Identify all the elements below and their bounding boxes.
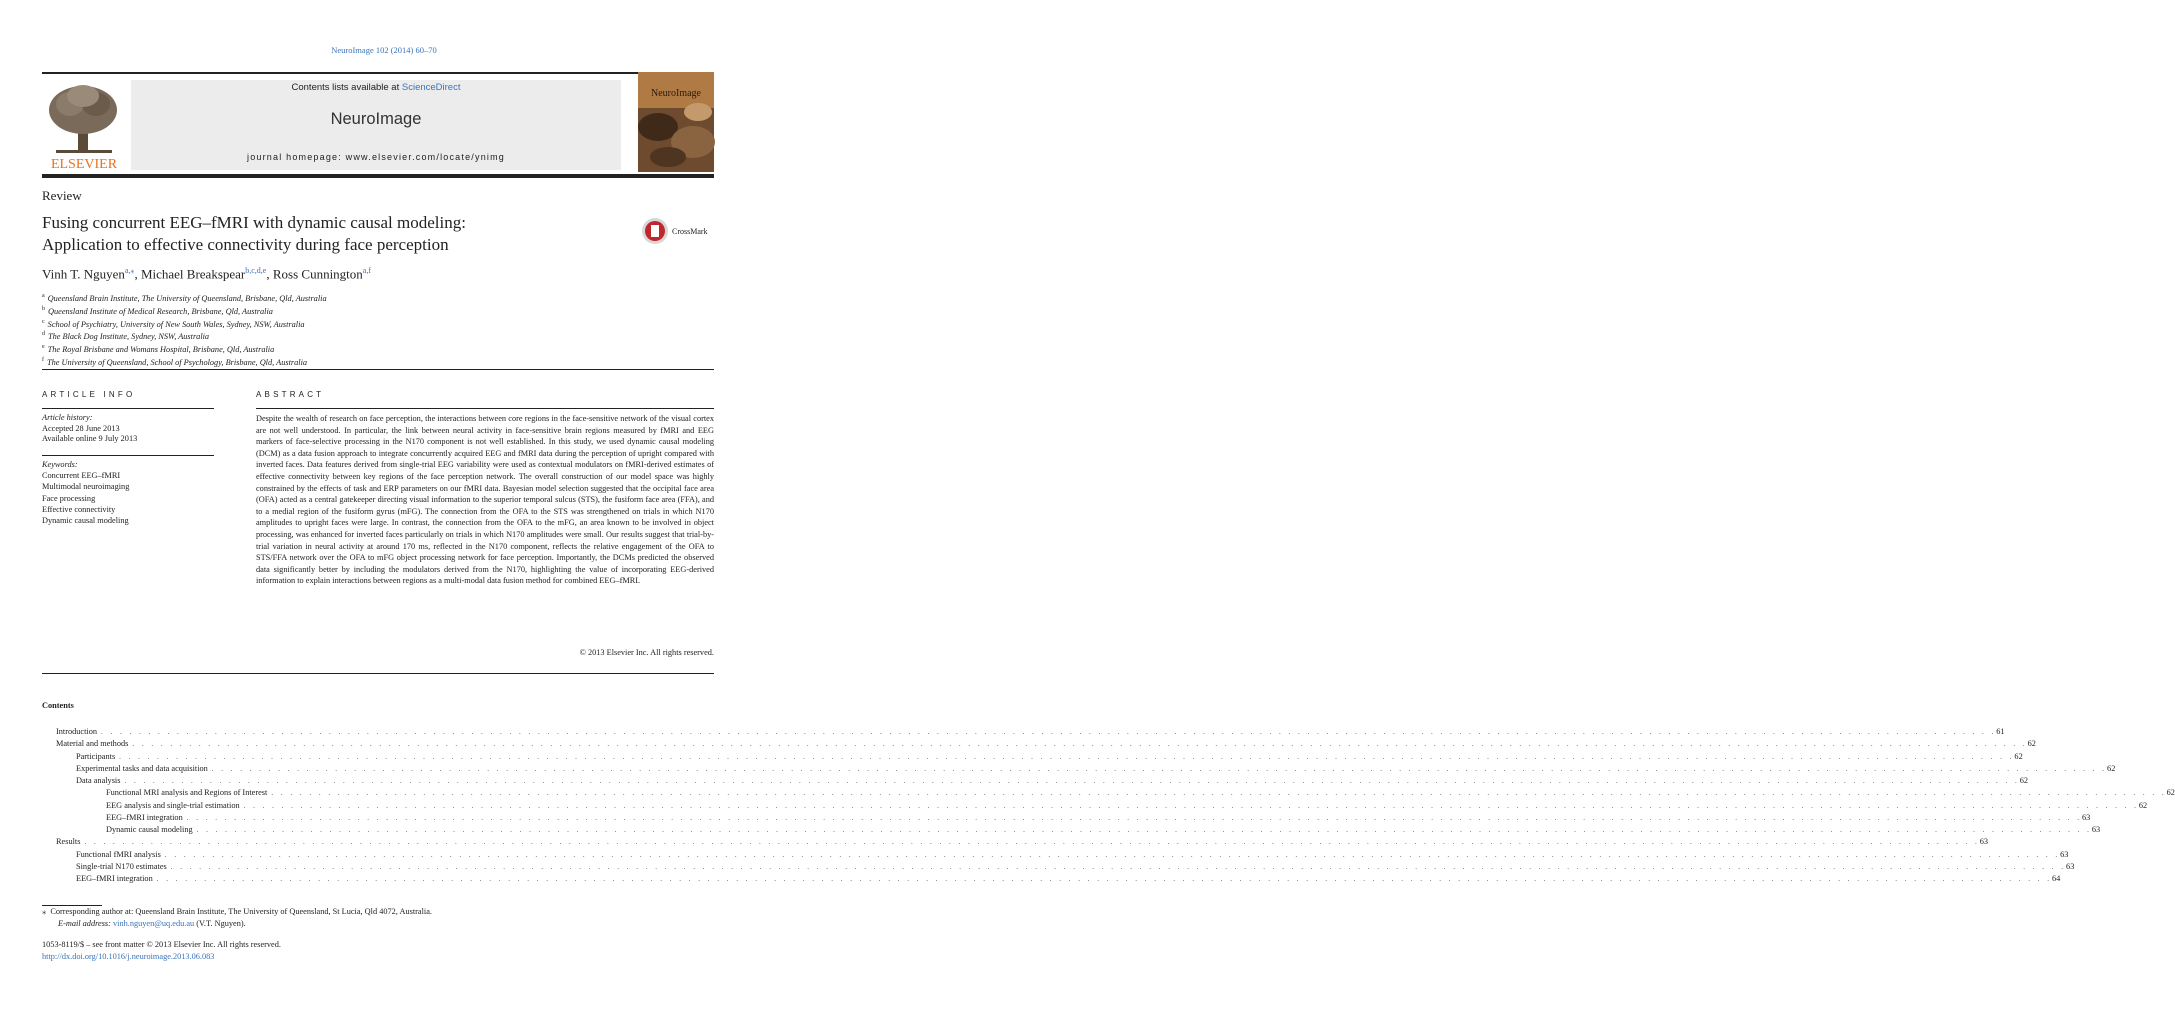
toc-leader-dots: . . . . . . . . . . . . . . . . . . . . . . . . . . . . . . . . . . . . . . . . . . . . . . . . . . . . . . . . . . . . . . . . . . . . . . . . . . . . . . . . . . . . . . . . . . . . . . . . . . . . . . . . . . . . . . . . . . . . . . . . . . . . . . . . . . . . . . . . . . . . . . . . . . . . . . . . . . . . . . . . . . . . . . . . . . . . . . . . . . . . . . . . . . . . . . . . . . . . . . . . — [211, 764, 2108, 773]
article-history — [42, 413, 137, 445]
toc-entry-page: 63 — [2081, 812, 2091, 822]
journal-homepage[interactable]: journal homepage: www.elsevier.com/locate/ynimg — [247, 152, 505, 162]
toc-entry-label: Material and methods — [56, 739, 129, 749]
toc-leader-dots: . . . . . . . . . . . . . . . . . . . . . . . . . . . . . . . . . . . . . . . . . . . . . . . . . . . . . . . . . . . . . . . . . . . . . . . . . . . . . . . . . . . . . . . . . . . . . . . . . . . . . . . . . . . . . . . . . . . . . . . . . . . . . . . . . . . . . . . . . . . . . . . . . . . . . . . . . . . . . . . . . . . . . . . . . . . . . . . . . . . . . . . . . . . . . . . . . . . . . . . . — [170, 862, 2067, 871]
keywords-label: Keywords: — [42, 460, 78, 469]
keyword: Dynamic causal modeling — [42, 516, 129, 526]
toc-entry-page: 62 — [2019, 776, 2029, 785]
keyword: Effective connectivity — [42, 504, 116, 514]
toc-entry[interactable] — [42, 776, 2029, 788]
header-bottom-rule — [42, 174, 714, 178]
toc-entry-label: Experimental tasks and data acquisition — [76, 763, 208, 773]
article-title — [42, 212, 602, 256]
affiliation-text: The Royal Brisbane and Womans Hospital, Brisbane, Qld, Australia — [47, 344, 275, 354]
affiliation-text: School of Psychiatry, University of New South Wales, Sydney, NSW, Australia — [47, 319, 305, 329]
affiliation-mark: e — [42, 344, 45, 351]
toc-entry-page: 62 — [2138, 800, 2148, 810]
affiliation-mark: a — [42, 293, 45, 299]
keyword: Multimodal neuroimaging — [42, 482, 130, 492]
author-list — [42, 266, 371, 282]
toc-leader-dots: . . . . . . . . . . . . . . . . . . . . . . . . . . . . . . . . . . . . . . . . . . . . . . . . . . . . . . . . . . . . . . . . . . . . . . . . . . . . . . . . . . . . . . . . . . . . . . . . . . . . . . . . . . . . . . . . . . . . . . . . . . . . . . . . . . . . . . . . . . . . . . . . . . . . . . . . . . . . . . . . . . . . . . . . . . . . . . . . . . . . . . . . . . . . . . . . . . . . . . . . — [101, 728, 1997, 736]
toc-entry[interactable] — [42, 788, 2175, 800]
author-name: Vinh T. Nguyen — [42, 266, 125, 282]
toc-entry[interactable] — [42, 849, 2069, 862]
affiliation-line — [42, 317, 327, 330]
keyword: Concurrent EEG–fMRI — [42, 471, 121, 481]
abstract-text: Despite the wealth of research on face perception, the interactions between core regions in the face-sensitive network of the visual cortex are not well understood. In particular, the link between neural activity in face-sensitive brain regions measured by fMRI and EEG markers of face-selective processing in the N170 component is not well established. In this study, we used dynamic causal modeling (DCM) as a data fusion approach to integrate concurrently acquired EEG and fMRI data during the perception of upright compared with inverted faces. Data features derived from single-trial EEG variability were used as contextual modulators on fMRI-derived estimates of effective connectivity between key regions of the face perception network. The overall construction of our model space was highly constrained by the effects of task and ERP parameters on our fMRI data. Bayesian model selection suggested that the occipital face area (OFA) acted as a central gatekeeper directing visual information to the superior temporal sulcus (STS), the fusiform face area (FFA), and to a medial region of the fusiform gyrus (mFG). The connection from the OFA to the STS was strengthened on trials in which N170 amplitudes to upright faces were large. In contrast, the connection from the OFA to the mFG, an area known to be involved in object processing, was enhanced for inverted faces particularly on trials in which N170 amplitudes were small. Our results suggest that trial-by-trial variation in neural activity at around 170 ms, reflected in the N170 component, reflects the relative engagement of the OFA to STS/FFA network over the OFA to mFG object processing network for face perception. Importantly, the DCMs predicted the observed data significantly better by including the modulators derived from the N170, highlighting the value of incorporating EEG-derived information to explain interactions between regions as a multi-modal data fusion method for combined EEG–fMRI. — [256, 414, 714, 586]
toc-entry-page: 62 — [2027, 739, 2036, 749]
toc-entry-label: EEG–fMRI integration — [76, 874, 153, 883]
issn-line: 1053-8119/$ – see front matter © 2013 Elsevier Inc. All rights reserved. — [42, 940, 281, 949]
toc-entry-label: Participants — [76, 751, 116, 761]
toc-entry-page: 63 — [2060, 849, 2069, 859]
affiliation-text: The Black Dog Institute, Sydney, NSW, Australia — [48, 332, 210, 342]
toc-entry[interactable] — [42, 825, 2101, 837]
toc-leader-dots: . . . . . . . . . . . . . . . . . . . . . . . . . . . . . . . . . . . . . . . . . . . . . . . . . . . . . . . . . . . . . . . . . . . . . . . . . . . . . . . . . . . . . . . . . . . . . . . . . . . . . . . . . . . . . . . . . . . . . . . . . . . . . . . . . . . . . . . . . . . . . . . . . . . . . . . . . . . . . . . . . . . . . . . . . . . . . . . . . . . . . . . . . . . . . . . . . . . . . . . . — [132, 740, 2028, 749]
email-label: E-mail address: — [58, 918, 111, 928]
issn-block — [42, 939, 281, 962]
toc-entry-label: Functional fMRI analysis — [76, 849, 161, 859]
toc-leader-dots: . . . . . . . . . . . . . . . . . . . . . . . . . . . . . . . . . . . . . . . . . . . . . . . . . . . . . . . . . . . . . . . . . . . . . . . . . . . . . . . . . . . . . . . . . . . . . . . . . . . . . . . . . . . . . . . . . . . . . . . . . . . . . . . . . . . . . . . . . . . . . . . . . . . . . . . . . . . . . . . . . . . . . . . . . . . . . . . . . . . . . . . . . . . . . . . . . . . . . . . . — [164, 850, 2061, 859]
toc-entry[interactable] — [42, 739, 2036, 751]
corresponding-text: Corresponding author at: Queensland Brain Institute, The University of Queensland, St Lucia, Qld 4072, Australia. — [50, 907, 432, 916]
toc-entry-page: 63 — [1979, 837, 1988, 847]
article-info-heading: ARTICLE INFO — [42, 390, 136, 399]
affiliations — [42, 291, 327, 368]
toc-entry-page: 62 — [2107, 763, 2116, 773]
toc-entry[interactable] — [42, 763, 2116, 776]
affiliation-line — [42, 355, 327, 368]
toc-leader-dots: . . . . . . . . . . . . . . . . . . . . . . . . . . . . . . . . . . . . . . . . . . . . . . . . . . . . . . . . . . . . . . . . . . . . . . . . . . . . . . . . . . . . . . . . . . . . . . . . . . . . . . . . . . . . . . . . . . . . . . . . . . . . . . . . . . . . . . . . . . . . . . . . . . . . . . . . . . . . . . . . . . . . . . . . . . . . . . . . . . . . . . . . . . . . . . . . . . . . . . . . — [271, 789, 2167, 798]
author-affiliation-mark[interactable]: a,⁎ — [124, 266, 135, 275]
header-top-rule — [42, 72, 714, 74]
author-name: Michael Breakspear — [140, 266, 246, 282]
affiliation-text: Queensland Brain Institute, The University of Queensland, Brisbane, Qld, Australia — [47, 293, 327, 303]
toc-entry-page: 62 — [2014, 751, 2023, 761]
email-suffix: (V.T. Nguyen). — [194, 918, 246, 928]
toc-entry[interactable] — [42, 812, 2091, 825]
keywords-block — [42, 459, 129, 526]
toc-entry-label: Functional MRI analysis and Regions of Interest — [106, 788, 268, 798]
toc-leader-dots: . . . . . . . . . . . . . . . . . . . . . . . . . . . . . . . . . . . . . . . . . . . . . . . . . . . . . . . . . . . . . . . . . . . . . . . . . . . . . . . . . . . . . . . . . . . . . . . . . . . . . . . . . . . . . . . . . . . . . . . . . . . . . . . . . . . . . . . . . . . . . . . . . . . . . . . . . . . . . . . . . . . . . . . . . . . . . . . . . . . . . . . . . . . . . . . . . . . . . . . . — [84, 838, 1980, 847]
affiliation-line — [42, 329, 327, 342]
toc-entry-label: EEG analysis and single-trial estimation — [106, 800, 240, 810]
affiliation-mark: f — [42, 356, 44, 363]
author-name: Ross Cunnington — [272, 266, 363, 282]
title-line-2: Application to effective connectivity during face perception — [42, 235, 449, 254]
toc-entry-label: Results — [56, 837, 81, 847]
toc-leader-dots: . . . . . . . . . . . . . . . . . . . . . . . . . . . . . . . . . . . . . . . . . . . . . . . . . . . . . . . . . . . . . . . . . . . . . . . . . . . . . . . . . . . . . . . . . . . . . . . . . . . . . . . . . . . . . . . . . . . . . . . . . . . . . . . . . . . . . . . . . . . . . . . . . . . . . . . . . . . . . . . . . . . . . . . . . . . . . . . . . . . . . . . . . . . . . . . . . . . . . . . . — [124, 777, 2020, 785]
toc-entry-label: Introduction — [56, 727, 98, 736]
article-type: Review — [42, 188, 82, 203]
contents-available-line — [131, 82, 621, 93]
toc-leader-dots: . . . . . . . . . . . . . . . . . . . . . . . . . . . . . . . . . . . . . . . . . . . . . . . . . . . . . . . . . . . . . . . . . . . . . . . . . . . . . . . . . . . . . . . . . . . . . . . . . . . . . . . . . . . . . . . . . . . . . . . . . . . . . . . . . . . . . . . . . . . . . . . . . . . . . . . . . . . . . . . . . . . . . . . . . . . . . . . . . . . . . . . . . . . . . . . . . . . . . . . . — [186, 813, 2082, 822]
toc-entry[interactable] — [42, 727, 2005, 739]
toc-entry-label: Single-trial N170 estimates — [76, 861, 167, 871]
toc-entry[interactable] — [42, 800, 2148, 813]
affiliation-text: Queensland Institute of Medical Research, Brisbane, Qld, Australia — [48, 306, 273, 316]
affiliation-mark: c — [42, 318, 45, 325]
abstract-heading: ABSTRACT — [256, 390, 325, 399]
title-line-1: Fusing concurrent EEG–fMRI with dynamic causal modeling: — [42, 213, 466, 232]
keywords-rule — [42, 455, 214, 456]
toc-entry-page: 64 — [2051, 874, 2061, 883]
accepted-date: Accepted 28 June 2013 — [42, 423, 120, 433]
toc-leader-dots: . . . . . . . . . . . . . . . . . . . . . . . . . . . . . . . . . . . . . . . . . . . . . . . . . . . . . . . . . . . . . . . . . . . . . . . . . . . . . . . . . . . . . . . . . . . . . . . . . . . . . . . . . . . . . . . . . . . . . . . . . . . . . . . . . . . . . . . . . . . . . . . . . . . . . . . . . . . . . . . . . . . . . . . . . . . . . . . . . . . . . . . . . . . . . . . . . . . . . . . . — [119, 752, 2015, 761]
abstract-rule — [256, 408, 714, 409]
cover-title: NeuroImage — [651, 88, 701, 99]
available-date: Available online 9 July 2013 — [42, 434, 138, 443]
contents-prefix: Contents lists available at — [291, 82, 402, 93]
crossmark-label: CrossMark — [672, 227, 708, 236]
affiliation-rule — [42, 369, 714, 370]
contents-rule — [42, 673, 714, 674]
toc-entry[interactable] — [42, 751, 2023, 764]
toc-entry[interactable] — [42, 874, 2061, 886]
abstract-copyright: © 2013 Elsevier Inc. All rights reserved. — [579, 648, 714, 657]
affiliation-mark: d — [42, 331, 45, 338]
email-link[interactable]: vinh.nguyen@uq.edu.au — [113, 918, 195, 928]
corresponding-author-footnote — [42, 906, 432, 929]
affiliation-text: The University of Queensland, School of Psychology, Brisbane, Qld, Australia — [47, 357, 308, 367]
toc-entry-page: 63 — [2091, 825, 2101, 834]
crossmark-badge[interactable] — [640, 216, 730, 246]
history-label: Article history: — [42, 413, 93, 422]
footnote-mark: ⁎ — [42, 907, 47, 916]
toc-entry-label: Data analysis — [76, 776, 121, 785]
toc-entry-page: 61 — [1996, 727, 2005, 736]
keyword: Face processing — [42, 493, 96, 503]
author-affiliation-mark[interactable]: b,c,d,e — [245, 266, 267, 275]
sciencedirect-link[interactable]: ScienceDirect — [401, 82, 461, 93]
author-separator: , — [134, 266, 141, 282]
affiliation-mark: b — [42, 305, 45, 312]
journal-title: NeuroImage — [330, 110, 422, 128]
journal-cover-image — [638, 72, 714, 172]
toc-leader-dots: . . . . . . . . . . . . . . . . . . . . . . . . . . . . . . . . . . . . . . . . . . . . . . . . . . . . . . . . . . . . . . . . . . . . . . . . . . . . . . . . . . . . . . . . . . . . . . . . . . . . . . . . . . . . . . . . . . . . . . . . . . . . . . . . . . . . . . . . . . . . . . . . . . . . . . . . . . . . . . . . . . . . . . . . . . . . . . . . . . . . . . . . . . . . . . . . . . . . . . . . — [243, 801, 2139, 810]
article-info-rule — [42, 408, 214, 409]
journal-header-box — [131, 80, 621, 170]
contents-heading: Contents — [42, 701, 74, 710]
elsevier-logo — [42, 80, 126, 172]
toc-entry-label: EEG–fMRI integration — [106, 812, 183, 822]
author-separator: , — [266, 266, 273, 282]
author-affiliation-mark[interactable]: a,f — [362, 266, 372, 275]
affiliation-line — [42, 291, 327, 304]
toc-leader-dots: . . . . . . . . . . . . . . . . . . . . . . . . . . . . . . . . . . . . . . . . . . . . . . . . . . . . . . . . . . . . . . . . . . . . . . . . . . . . . . . . . . . . . . . . . . . . . . . . . . . . . . . . . . . . . . . . . . . . . . . . . . . . . . . . . . . . . . . . . . . . . . . . . . . . . . . . . . . . . . . . . . . . . . . . . . . . . . . . . . . . . . . . . . . . . . . . . . . . . . . . — [196, 826, 2092, 834]
toc-entry[interactable] — [42, 837, 1988, 849]
doi-link[interactable]: http://dx.doi.org/10.1016/j.neuroimage.2013.06.083 — [42, 951, 215, 961]
toc-entry-label: Dynamic causal modeling — [106, 825, 193, 834]
toc-entry[interactable] — [42, 861, 2075, 874]
publisher-logo-text: ELSEVIER — [50, 157, 118, 172]
elsevier-tree-icon — [42, 80, 126, 172]
toc-entry-page: 63 — [2066, 861, 2075, 871]
toc-leader-dots: . . . . . . . . . . . . . . . . . . . . . . . . . . . . . . . . . . . . . . . . . . . . . . . . . . . . . . . . . . . . . . . . . . . . . . . . . . . . . . . . . . . . . . . . . . . . . . . . . . . . . . . . . . . . . . . . . . . . . . . . . . . . . . . . . . . . . . . . . . . . . . . . . . . . . . . . . . . . . . . . . . . . . . . . . . . . . . . . . . . . . . . . . . . . . . . . . . . . . . . . — [156, 875, 2052, 883]
journal-citation[interactable]: NeuroImage 102 (2014) 60–70 — [331, 45, 437, 55]
toc-entry-page: 62 — [2166, 788, 2175, 798]
affiliation-line — [42, 342, 327, 355]
affiliation-line — [42, 304, 327, 317]
